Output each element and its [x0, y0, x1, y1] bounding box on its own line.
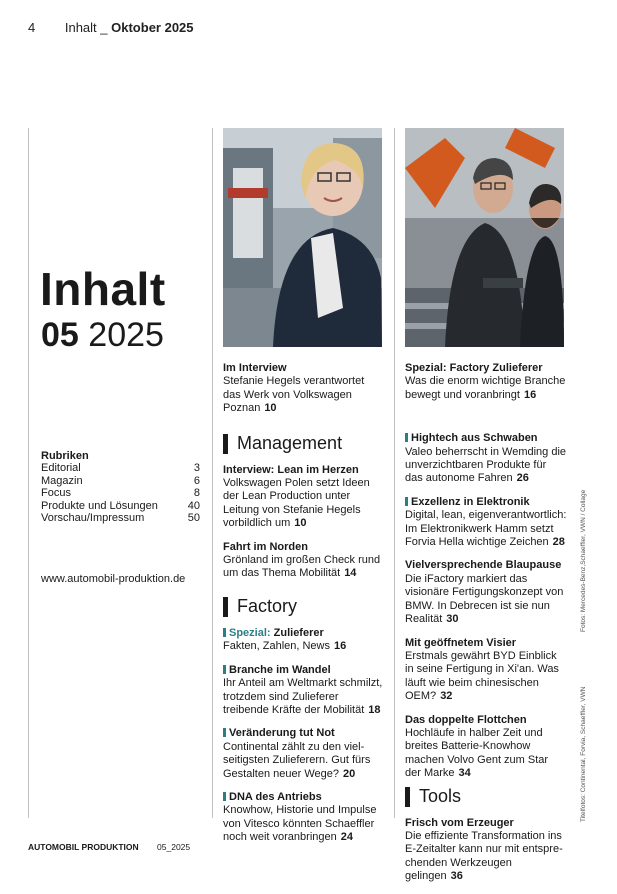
issue-label [41, 316, 164, 355]
page-title: Inhalt [40, 263, 166, 315]
rubrik-item[interactable]: Focus 8 [41, 487, 200, 500]
toc-entry[interactable]: DNA des Antriebs Knowhow, Historie und Impulse von Vitesco könnten Schaeffler noch weit voranbringen 24 [223, 790, 377, 844]
issue-number: 05 [41, 316, 79, 354]
toc-entry-interview[interactable]: Im Interview Stefanie Hegels verantwortet das Werk von Volkswagen Poznan 10 [223, 362, 365, 415]
interview-photo [223, 128, 382, 347]
column-right [405, 362, 567, 894]
section-bar [223, 597, 228, 617]
marker-bar [223, 728, 226, 737]
rubriken-title: Rubriken [41, 450, 89, 462]
toc-entry[interactable]: Fahrt im Norden Grönland im großen Check rund um das Thema Mobilität 14 [223, 540, 381, 580]
page-number: 4 [28, 20, 36, 35]
page-footer [28, 842, 190, 852]
toc-entry[interactable]: Mit geöffnetem Visier Erstmals gewährt BYD Einblick in seine Fertigung in Xi'an. Was läuft wie beim chinesischen OEM? 32 [405, 636, 559, 703]
toc-entry[interactable]: Exzellenz in Elektronik Digital, lean, eigenverantwortlich: Im Elektronikwerk Hamm setzt Forvia Hella wichtige Zeichen 28 [405, 495, 567, 549]
factory-photo [405, 128, 564, 347]
section-bar [405, 787, 410, 807]
section-heading-factory: Factory [223, 597, 385, 617]
section-bar [223, 434, 228, 454]
marker-bar [405, 497, 408, 506]
rubrik-item[interactable]: Vorschau/Impressum 50 [41, 512, 200, 525]
toc-entry[interactable]: Frisch vom Erzeuger Die effiziente Transformation ins E-Zeitalter kann nur mit entspre-chenden Werkzeugen gelingen 36 [405, 816, 563, 883]
marker-bar [223, 628, 226, 637]
divider-mid [212, 128, 213, 818]
toc-entry-feature[interactable]: Spezial: Factory Zulieferer Was die enorm wichtige Branche bewegt und voranbringt 16 [405, 362, 566, 401]
rubriken-list [41, 462, 200, 525]
page-header [28, 20, 194, 35]
toc-entry[interactable]: Veränderung tut Not Continental zählt zu den viel-seitigsten Zulieferern. Gut fürs Gestalten neuer Wege? 20 [223, 727, 371, 780]
footer-issue: 05_2025 [157, 842, 191, 852]
photo-credit-top: Fotos: Mercedes-Benz,Schaeffler, VWN / Collage [580, 489, 587, 632]
marker-bar [223, 665, 226, 674]
photo-credit-bottom: Titelfotos: Continental, Forvia, Schaeffler, VWN [580, 686, 587, 822]
marker-bar [223, 792, 226, 801]
toc-entry[interactable]: Interview: Lean im Herzen Volkswagen Polen setzt Ideen der Lean Production unter Leitung von Stefanie Hegels vorbildlich um 10 [223, 463, 370, 530]
toc-entry[interactable]: Branche im Wandel Ihr Anteil am Weltmarkt schmilzt, trotzdem sind Zulieferer treibende Kräfte der Mobilität 18 [223, 663, 383, 716]
rubrik-item[interactable]: Editorial 3 [41, 462, 200, 474]
toc-entry[interactable]: Hightech aus Schwaben Valeo beherrscht in Wemding die unverzichtbaren Produkte für das autonome Fahren 26 [405, 432, 567, 485]
divider-right [394, 128, 395, 818]
column-middle [223, 362, 385, 855]
website-link[interactable]: www.automobil-produktion.de [41, 573, 186, 585]
rubrik-item[interactable]: Produkte und Lösungen 40 [41, 499, 200, 512]
section-heading-tools: Tools [405, 787, 567, 807]
issue-year: 2025 [88, 316, 164, 354]
section-heading-management: Management [223, 434, 385, 454]
header-issue: Oktober 2025 [111, 20, 194, 35]
toc-entry[interactable]: Vielversprechende Blaupause Die iFactory markiert das visionäre Fertigungskonzept von BMW. In Debrecen ist sie nun Realität 30 [405, 559, 564, 626]
toc-entry[interactable]: Das doppelte Flottchen Hochläufe in halber Zeit und breites Batterie-Knowhow machen Volvo Gent zum Star der Marke 34 [405, 713, 549, 780]
rubrik-item[interactable]: Magazin 6 [41, 474, 200, 487]
divider-left [28, 128, 29, 818]
footer-brand: AUTOMOBIL PRODUKTION [28, 842, 139, 852]
header-section: Inhalt _ [64, 20, 108, 35]
marker-bar [405, 433, 408, 442]
toc-entry-spezial[interactable]: Spezial: Zulieferer Fakten, Zahlen, News 16 [223, 626, 347, 653]
